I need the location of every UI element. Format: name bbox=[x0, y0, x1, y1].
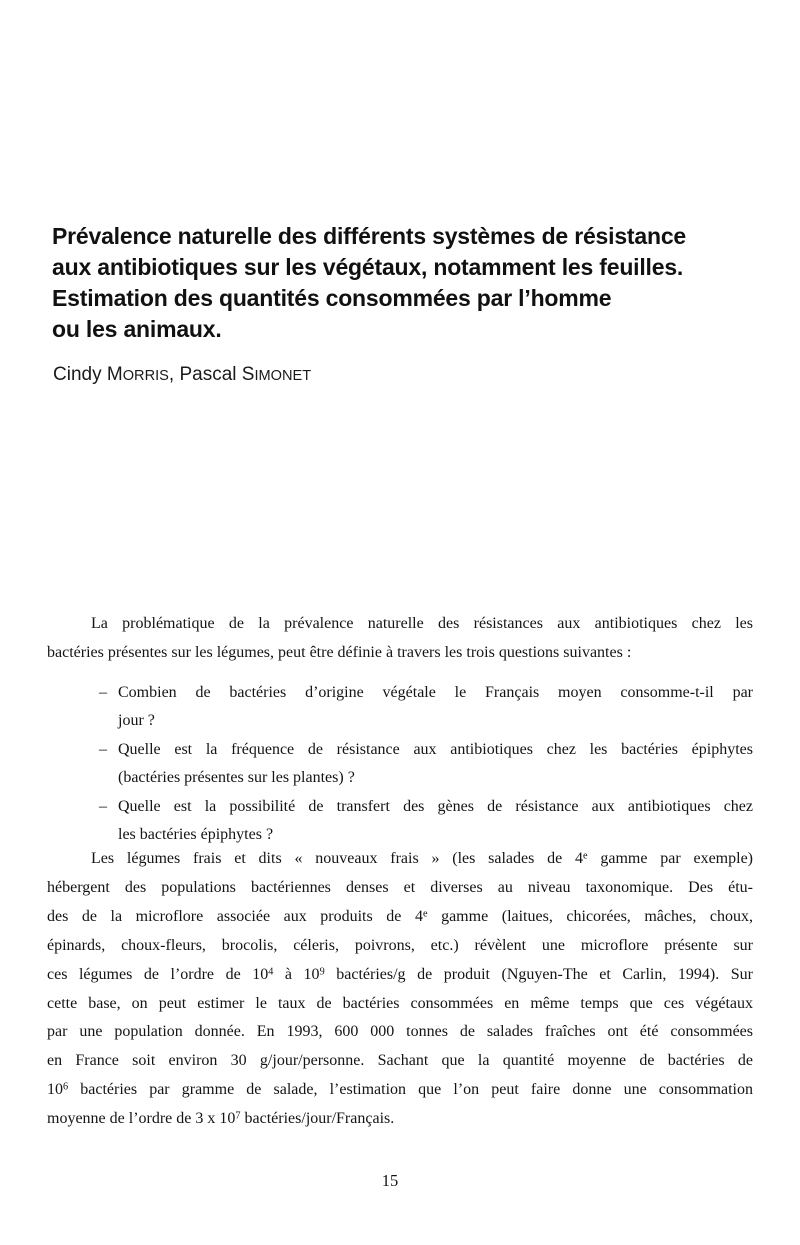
authors-line bbox=[53, 363, 653, 388]
text-line bbox=[47, 845, 753, 874]
text-line bbox=[52, 314, 782, 345]
superscript: e bbox=[583, 850, 588, 862]
text-segment: (bactéries présentes sur les plantes) ? bbox=[118, 769, 355, 787]
text-segment: La problématique de la prévalence naturelle des résistances aux antibiotiques chez les bbox=[91, 615, 753, 632]
text-line bbox=[118, 707, 753, 735]
superscript: 6 bbox=[63, 1081, 69, 1093]
text-segment: à 10 bbox=[273, 965, 320, 983]
text-segment: moyenne de l’ordre de 3 x 10 bbox=[47, 1110, 236, 1128]
text-line bbox=[118, 679, 753, 707]
text-segment: ou les animaux. bbox=[52, 316, 222, 342]
question-text-3 bbox=[118, 793, 753, 850]
question-item-2 bbox=[99, 736, 753, 793]
question-item-3 bbox=[99, 793, 753, 850]
text-segment: Cindy M bbox=[53, 364, 123, 385]
article-title bbox=[52, 221, 782, 345]
text-line bbox=[47, 961, 753, 990]
text-line bbox=[47, 874, 753, 903]
text-segment: Quelle est la fréquence de résistance aux antibiotiques chez les bactéries épiphytes bbox=[118, 740, 753, 758]
question-item-1 bbox=[99, 679, 753, 736]
text-segment: Quelle est la possibilité de transfert des gènes de résistance aux antibiotiques chez bbox=[118, 797, 753, 815]
text-line bbox=[47, 638, 753, 667]
text-segment: gamme (laitues, chicorées, mâches, choux, bbox=[427, 907, 754, 925]
text-line bbox=[52, 283, 782, 314]
text-segment: Les légumes frais et dits « nouveaux frais » (les salades de 4 bbox=[91, 850, 584, 867]
text-segment: bactéries par gramme de salade, l’estimation que l’on peut faire donne une consommation bbox=[68, 1081, 753, 1099]
text-segment: les bactéries épiphytes ? bbox=[118, 826, 274, 844]
text-line bbox=[47, 990, 753, 1019]
text-segment: Estimation des quantités consommées par l’homme bbox=[52, 285, 612, 311]
text-segment: bactéries présentes sur les légumes, peut être définie à travers les trois questions suivantes : bbox=[47, 644, 632, 662]
text-segment: IMONET bbox=[254, 368, 312, 384]
dash-marker: – bbox=[99, 797, 107, 815]
superscript: 4 bbox=[268, 966, 274, 978]
superscript: e bbox=[422, 908, 428, 920]
text-line bbox=[47, 1076, 753, 1105]
text-segment: ORRIS bbox=[122, 368, 169, 384]
text-segment: bactéries/jour/Français. bbox=[240, 1110, 395, 1128]
text-segment: bactéries/g de produit (Nguyen-The et Carlin, 1994). Sur bbox=[324, 965, 753, 983]
text-segment: hébergent des populations bactériennes denses et diverses au niveau taxonomique. Des étu- bbox=[47, 878, 753, 896]
text-segment: , Pascal S bbox=[168, 364, 255, 385]
dash-marker: – bbox=[99, 684, 107, 701]
text-segment: aux antibiotiques sur les végétaux, notamment les feuilles. bbox=[52, 254, 684, 280]
text-line bbox=[52, 221, 782, 252]
text-line bbox=[118, 764, 753, 792]
question-text-2 bbox=[118, 736, 753, 793]
text-line bbox=[118, 736, 753, 764]
question-text-1 bbox=[118, 679, 753, 736]
text-segment: jour ? bbox=[118, 712, 155, 730]
text-line bbox=[52, 252, 782, 283]
text-line bbox=[47, 903, 753, 932]
superscript: 7 bbox=[235, 1110, 241, 1122]
text-segment: en France soit environ 30 g/jour/personne. Sachant que la quantité moyenne de bactéries de bbox=[47, 1052, 753, 1070]
text-segment: gamme par exemple) bbox=[587, 850, 753, 867]
text-segment: épinards, choux-fleurs, brocolis, céleris, poivrons, etc.) révèlent une microflore présente sur bbox=[47, 936, 753, 954]
text-segment: par une population donnée. En 1993, 600 000 tonnes de salades fraîches ont été consommées bbox=[47, 1023, 753, 1041]
text-segment: des de la microflore associée aux produits de 4 bbox=[47, 907, 423, 925]
superscript: 9 bbox=[319, 966, 325, 978]
page-number: 15 bbox=[381, 1171, 399, 1190]
intro-paragraph bbox=[47, 609, 753, 668]
text-segment: Combien de bactéries d’origine végétale le Français moyen consomme-t-il par bbox=[118, 684, 753, 701]
text-segment: Prévalence naturelle des différents systèmes de résistance bbox=[52, 223, 687, 249]
questions-list bbox=[99, 679, 753, 850]
text-line bbox=[47, 609, 753, 638]
text-line bbox=[47, 1105, 753, 1134]
text-line bbox=[118, 793, 753, 821]
text-segment: ces légumes de l’ordre de 10 bbox=[47, 965, 269, 983]
text-segment: 10 bbox=[47, 1081, 63, 1099]
text-line bbox=[47, 932, 753, 961]
text-line bbox=[53, 363, 653, 388]
dash-marker: – bbox=[99, 740, 107, 758]
text-segment: cette base, on peut estimer le taux de bactéries consommées en même temps que ces végétaux bbox=[47, 994, 753, 1012]
text-line bbox=[47, 1047, 753, 1076]
body-paragraph bbox=[47, 845, 753, 1134]
text-line bbox=[47, 1018, 753, 1047]
